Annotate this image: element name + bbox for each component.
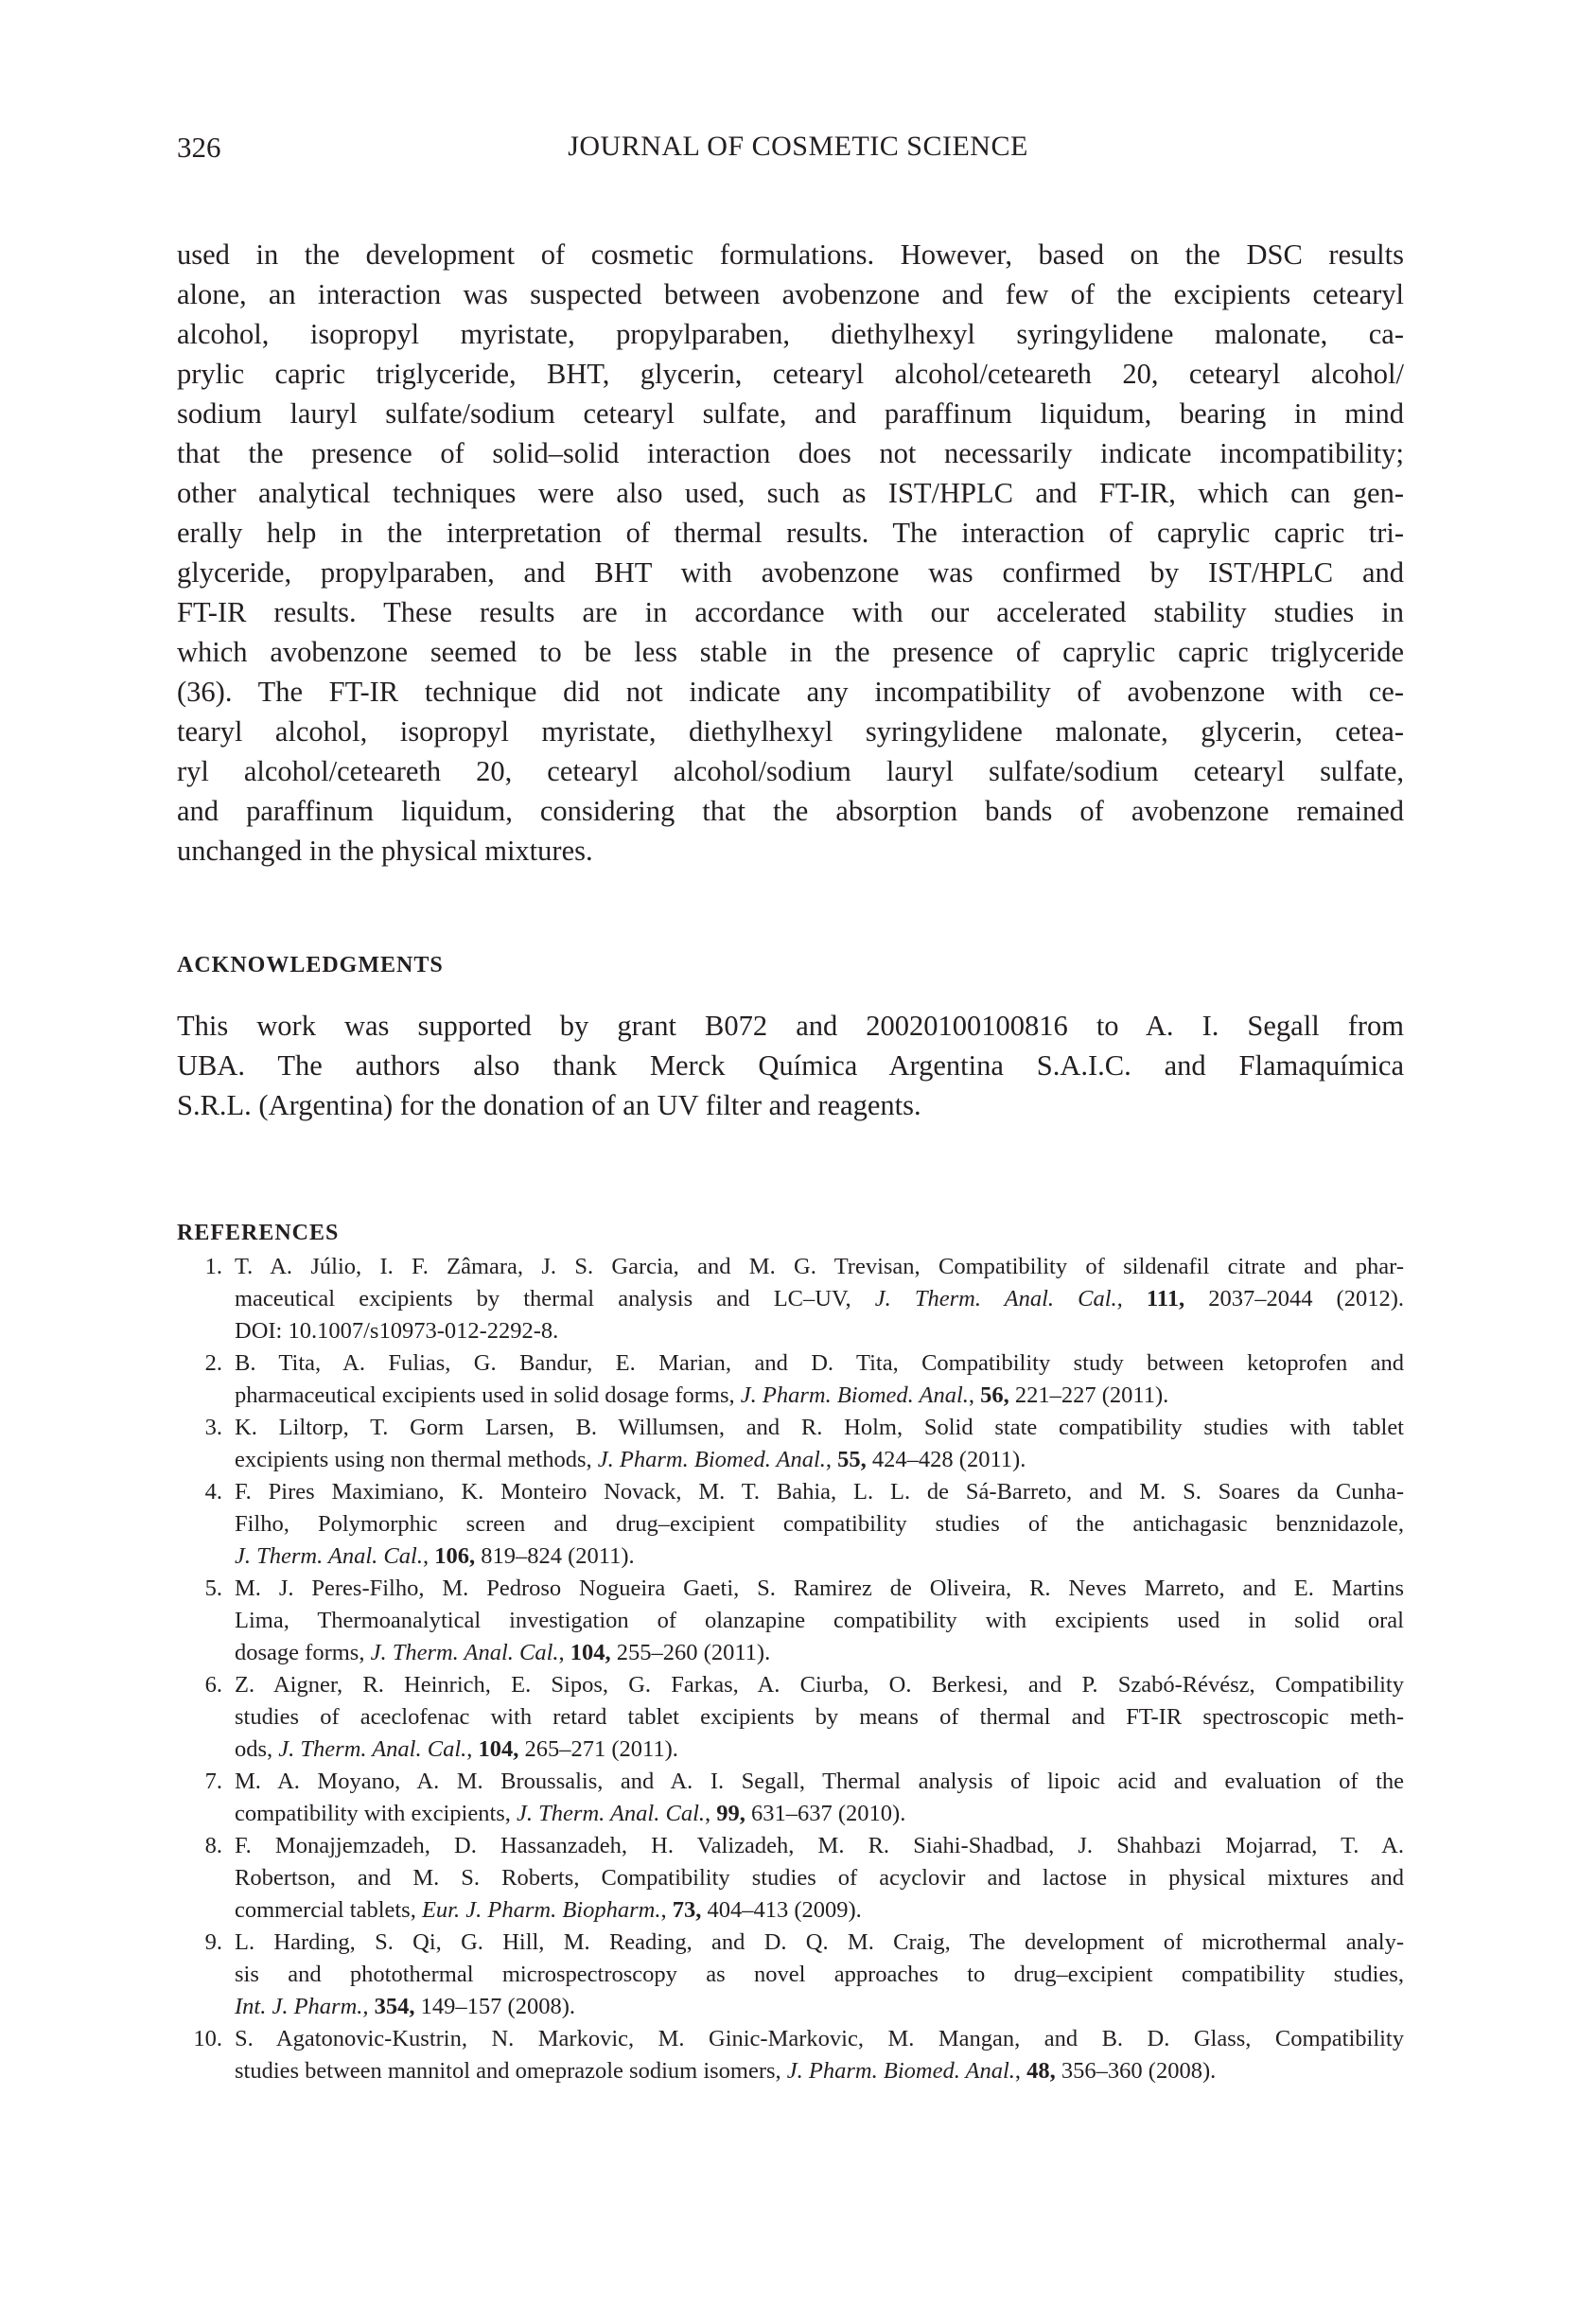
reference-number: 1. <box>204 1254 222 1279</box>
reference-line <box>235 1927 1404 1959</box>
journal-name: J. Therm. Anal. Cal., <box>874 1286 1123 1311</box>
reference-line <box>235 2055 1404 2087</box>
reference-text: B. Tita, A. Fulias, G. Bandur, E. Marian, and D. Tita, Compatibility study between ketoprofen and <box>235 1350 1404 1376</box>
text-line: that the presence of solid–solid interaction does not necessarily indicate incompatibility; <box>177 437 1404 469</box>
reference-item <box>177 1927 1404 2023</box>
text-line: alcohol, isopropyl myristate, propylparaben, diethylhexyl syringylidene malonate, ca- <box>177 318 1404 350</box>
reference-line <box>235 1669 1404 1701</box>
reference-number: 6. <box>204 1672 222 1698</box>
journal-name: J. Therm. Anal. Cal. <box>370 1640 559 1665</box>
reference-line <box>235 1605 1404 1637</box>
reference-number: 5. <box>204 1575 222 1601</box>
text-line: unchanged in the physical mixtures. <box>177 835 593 867</box>
text-line: ryl alcohol/ceteareth 20, cetearyl alcohol/sodium lauryl sulfate/sodium cetearyl sulfate, <box>177 755 1404 787</box>
reference-text: , <box>466 1736 479 1762</box>
reference-text: DOI: 10.1007/s10973-012-2292-8. <box>235 1318 559 1344</box>
reference-number: 10. <box>193 2026 222 2051</box>
reference-text: 356–360 (2008). <box>1055 2058 1217 2084</box>
reference-line <box>235 1444 1404 1476</box>
text-line: which avobenzone seemed to be less stable in the presence of caprylic capric triglyceride <box>177 636 1404 668</box>
text-line: glyceride, propylparaben, and BHT with avobenzone was confirmed by IST/HPLC and <box>177 556 1404 589</box>
reference-item <box>177 1476 1404 1573</box>
reference-line <box>235 1251 1404 1283</box>
volume-number: 56, <box>980 1382 1009 1408</box>
reference-text: F. Monajjemzadeh, D. Hassanzadeh, H. Valizadeh, M. R. Siahi-Shadbad, J. Shahbazi Mojarrad, T. A. <box>235 1833 1404 1858</box>
reference-number: 4. <box>204 1479 222 1505</box>
reference-text: , <box>558 1640 570 1665</box>
text-line: other analytical techniques were also used, such as IST/HPLC and FT-IR, which can gen- <box>177 477 1404 509</box>
reference-line <box>235 2023 1404 2055</box>
volume-number: 111, <box>1146 1286 1185 1311</box>
journal-name: J. Pharm. Biomed. Anal. <box>786 2058 1015 2084</box>
reference-item <box>177 1766 1404 1830</box>
reference-line <box>235 1347 1404 1380</box>
volume-number: 354, <box>374 1994 415 2019</box>
reference-number: 7. <box>204 1769 222 1794</box>
reference-item <box>177 1412 1404 1476</box>
reference-line <box>235 1380 1404 1412</box>
reference-line <box>235 1959 1404 1991</box>
reference-text: , <box>660 1897 673 1923</box>
acknowledgments-heading: ACKNOWLEDGMENTS <box>177 953 444 977</box>
journal-name: Eur. J. Pharm. Biopharm. <box>421 1897 661 1923</box>
reference-text: 221–227 (2011). <box>1008 1382 1169 1408</box>
reference-text: K. Liltorp, T. Gorm Larsen, B. Willumsen, and R. Holm, Solid state compatibility studies with tablet <box>235 1415 1404 1440</box>
reference-text: M. J. Peres-Filho, M. Pedroso Nogueira Gaeti, S. Ramirez de Oliveira, R. Neves Marreto, and E. Martins <box>235 1575 1404 1601</box>
reference-text: 2037–2044 (2012). <box>1184 1286 1404 1311</box>
reference-text: studies of aceclofenac with retard tablet excipients by means of thermal and FT-IR spectroscopic meth- <box>235 1704 1404 1730</box>
reference-number: 3. <box>204 1415 222 1440</box>
reference-text: L. Harding, S. Qi, G. Hill, M. Reading, and D. Q. M. Craig, The development of microthermal analy- <box>235 1929 1404 1955</box>
volume-number: 104, <box>570 1640 611 1665</box>
journal-name: J. Therm. Anal. Cal. <box>235 1543 423 1569</box>
reference-text: pharmaceutical excipients used in solid dosage forms, <box>235 1382 741 1408</box>
reference-text: Z. Aigner, R. Heinrich, E. Sipos, G. Farkas, A. Ciurba, O. Berkesi, and P. Szabó-Révész, Compatibility <box>235 1672 1404 1698</box>
reference-item <box>177 1251 1404 1347</box>
reference-text: Lima, Thermoanalytical investigation of olanzapine compatibility with excipients used in solid oral <box>235 1608 1404 1633</box>
text-line: FT-IR results. These results are in accordance with our accelerated stability studies in <box>177 596 1404 628</box>
reference-line <box>235 1637 1404 1669</box>
volume-number: 99, <box>716 1801 745 1826</box>
reference-line <box>235 1412 1404 1444</box>
journal-name: J. Pharm. Biomed. Anal. <box>740 1382 969 1408</box>
reference-line <box>235 1573 1404 1605</box>
volume-number: 73, <box>672 1897 702 1923</box>
reference-line <box>235 1766 1404 1798</box>
reference-text: , <box>1014 2058 1027 2084</box>
reference-text: ods, <box>235 1736 279 1762</box>
running-head: JOURNAL OF COSMETIC SCIENCE <box>568 131 1028 162</box>
reference-item <box>177 1573 1404 1669</box>
page-number: 326 <box>177 131 221 164</box>
reference-line <box>235 1315 1404 1347</box>
reference-line <box>235 1894 1404 1927</box>
reference-number: 9. <box>204 1929 222 1955</box>
text-line: This work was supported by grant B072 and 20020100100816 to A. I. Segall from <box>177 1010 1404 1042</box>
reference-item <box>177 2023 1404 2087</box>
reference-line <box>235 1701 1404 1734</box>
volume-number: 55, <box>837 1447 867 1472</box>
journal-name: J. Therm. Anal. Cal. <box>278 1736 467 1762</box>
reference-number: 2. <box>204 1350 222 1376</box>
journal-name: J. Therm. Anal. Cal. <box>517 1801 706 1826</box>
reference-text: , <box>422 1543 435 1569</box>
text-line: used in the development of cosmetic formulations. However, based on the DSC results <box>177 238 1404 271</box>
reference-text: 265–271 (2011). <box>518 1736 678 1762</box>
reference-item <box>177 1347 1404 1412</box>
text-line: UBA. The authors also thank Merck Química Argentina S.A.I.C. and Flamaquímica <box>177 1049 1404 1082</box>
reference-text: Robertson, and M. S. Roberts, Compatibility studies of acyclovir and lactose in physical mixtures and <box>235 1865 1404 1891</box>
reference-line <box>235 1991 1404 2023</box>
text-line: prylic capric triglyceride, BHT, glycerin, cetearyl alcohol/ceteareth 20, cetearyl alcohol/ <box>177 358 1404 390</box>
reference-number: 8. <box>204 1833 222 1858</box>
reference-line <box>235 1862 1404 1894</box>
reference-text: S. Agatonovic-Kustrin, N. Markovic, M. Ginic-Markovic, M. Mangan, and B. D. Glass, Compatibility <box>235 2026 1404 2051</box>
references-list <box>177 1251 1404 2087</box>
volume-number: 106, <box>434 1543 476 1569</box>
reference-text: excipients using non thermal methods, <box>235 1447 598 1472</box>
reference-item <box>177 1669 1404 1766</box>
text-line: sodium lauryl sulfate/sodium cetearyl sulfate, and paraffinum liquidum, bearing in mind <box>177 397 1404 430</box>
reference-text: compatibility with excipients, <box>235 1801 517 1826</box>
journal-name: J. Pharm. Biomed. Anal. <box>597 1447 826 1472</box>
reference-text: maceutical excipients by thermal analysis and LC–UV, <box>235 1286 875 1311</box>
reference-line <box>235 1508 1404 1540</box>
text-line: S.R.L. (Argentina) for the donation of an UV filter and reagents. <box>177 1089 921 1121</box>
reference-item <box>177 1830 1404 1927</box>
reference-text: M. A. Moyano, A. M. Broussalis, and A. I. Segall, Thermal analysis of lipoic acid and evaluation of the <box>235 1769 1404 1794</box>
reference-text: Filho, Polymorphic screen and drug–excipient compatibility studies of the antichagasic benznidazole, <box>235 1511 1404 1537</box>
reference-text: 424–428 (2011). <box>866 1447 1026 1472</box>
text-line: and paraffinum liquidum, considering that the absorption bands of avobenzone remained <box>177 795 1404 827</box>
reference-line <box>235 1476 1404 1508</box>
journal-name: Int. J. Pharm., <box>235 1994 369 2019</box>
text-line: tearyl alcohol, isopropyl myristate, diethylhexyl syringylidene malonate, glycerin, cetea- <box>177 715 1404 748</box>
reference-text: 631–637 (2010). <box>745 1801 906 1826</box>
acknowledgments-paragraph <box>177 1006 1404 1125</box>
reference-line <box>235 1798 1404 1830</box>
reference-text: studies between mannitol and omeprazole sodium isomers, <box>235 2058 787 2084</box>
reference-text: T. A. Júlio, I. F. Zâmara, J. S. Garcia, and M. G. Trevisan, Compatibility of sildenafil citrate and phar- <box>235 1254 1404 1279</box>
reference-text: , <box>968 1382 981 1408</box>
reference-text: , <box>705 1801 717 1826</box>
reference-text: sis and photothermal microspectroscopy as novel approaches to drug–excipient compatibility studies, <box>235 1962 1404 1987</box>
reference-line <box>235 1734 1404 1766</box>
reference-line <box>235 1540 1404 1573</box>
text-line: alone, an interaction was suspected between avobenzone and few of the excipients cetearyl <box>177 278 1404 310</box>
body-paragraph <box>177 235 1404 871</box>
reference-text: 404–413 (2009). <box>701 1897 862 1923</box>
reference-text: 255–260 (2011). <box>610 1640 771 1665</box>
reference-text: , <box>825 1447 838 1472</box>
reference-text: 819–824 (2011). <box>475 1543 635 1569</box>
references-heading: REFERENCES <box>177 1221 340 1245</box>
reference-text: dosage forms, <box>235 1640 371 1665</box>
volume-number: 104, <box>478 1736 519 1762</box>
reference-line <box>235 1830 1404 1862</box>
reference-text: 149–157 (2008). <box>414 1994 575 2019</box>
reference-text: commercial tablets, <box>235 1897 422 1923</box>
volume-number: 48, <box>1026 2058 1056 2084</box>
reference-text: F. Pires Maximiano, K. Monteiro Novack, M. T. Bahia, L. L. de Sá-Barreto, and M. S. Soares da Cunha- <box>235 1479 1404 1505</box>
reference-text <box>1123 1286 1147 1311</box>
text-line: (36). The FT-IR technique did not indicate any incompatibility of avobenzone with ce- <box>177 676 1404 708</box>
text-line: erally help in the interpretation of thermal results. The interaction of caprylic capric tri- <box>177 517 1404 549</box>
reference-line <box>235 1283 1404 1315</box>
